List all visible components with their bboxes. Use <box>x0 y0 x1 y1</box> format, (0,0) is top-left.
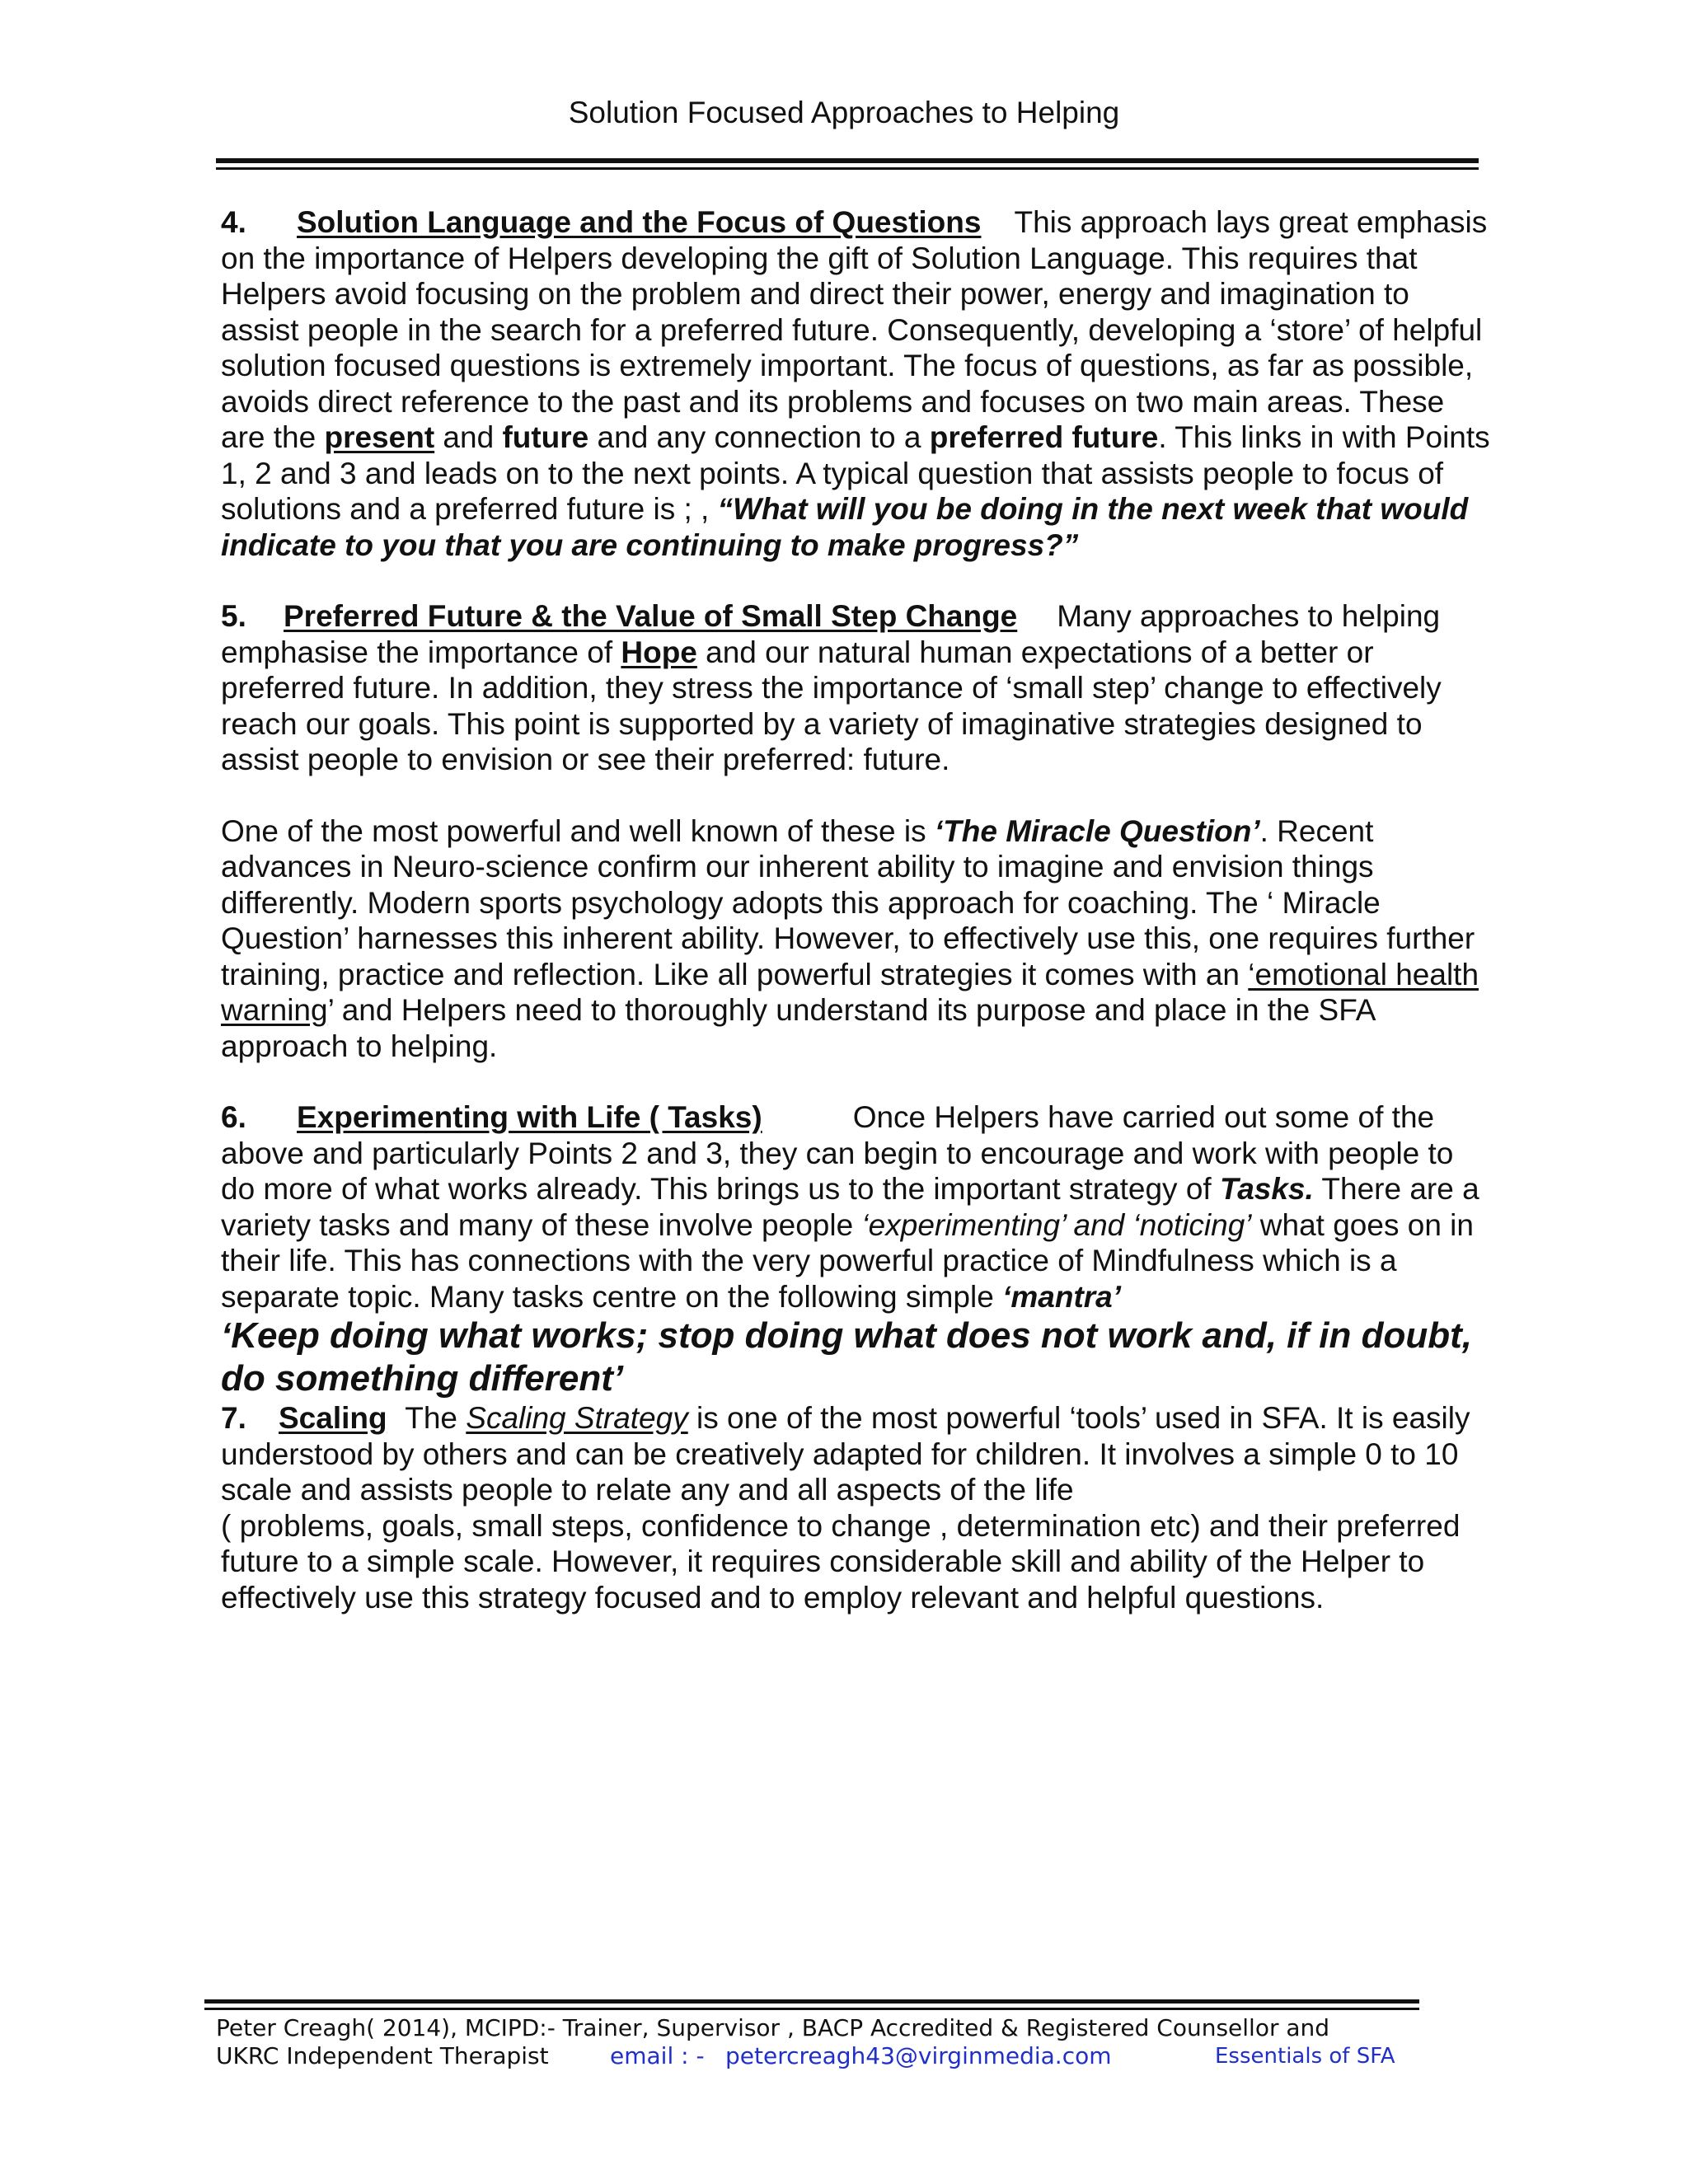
footer-credentials: Peter Creagh( 2014), MCIPD:- Trainer, Supervisor , BACP Accredited & Registered Counsellor and <box>216 2014 1330 2041</box>
section-5-number: 5. <box>221 599 246 633</box>
section-4-text: This approach lays great emphasis on the importance of Helpers developing the gift of Solution Language. This requires that Helpers avoid focusing on the problem and direct their power, energy and imagination to assist people in the search for a preferred future. Consequently, developing a ‘store’ of helpful solution focused questions is extremely important. The focus of questions, as far as possible, avoids direct reference to the past and its problems and focuses on two main areas. These are the <box>221 205 1488 454</box>
section-4-text-2: and any connection to a <box>597 420 921 454</box>
footer-essentials: Essentials of SFA <box>1215 2044 1395 2069</box>
section-5-heading: Preferred Future & the Value of Small Step Change <box>284 599 1018 633</box>
section-6 <box>221 1099 1490 1315</box>
mantra-quote: ‘Keep doing what works; stop doing what does not work and, if in doubt, do something different’ <box>221 1315 1472 1399</box>
footer-line-2 <box>216 2042 1502 2070</box>
footer-email-link[interactable]: petercreagh43@virginmedia.com <box>725 2042 1112 2069</box>
section-4-question: “What will you be doing in the next week that would indicate to you that you are continuing to make progress?” <box>221 492 1469 562</box>
footer-rule-thick <box>204 1999 1419 2004</box>
miracle-text-3: ’ and Helpers need to thoroughly understand its purpose and place in the SFA approach to helping. <box>221 993 1375 1063</box>
emphasis-preferred-future: preferred future <box>929 420 1159 454</box>
footer-rule-thin <box>204 2008 1419 2010</box>
emphasis-miracle-question: ‘The Miracle Question’ <box>934 813 1260 848</box>
emphasis-future: future <box>502 420 589 454</box>
miracle-text: One of the most powerful and well known of these is <box>221 813 926 848</box>
section-5-text: Many approaches to helping emphasise the importance of <box>221 599 1441 669</box>
document-body <box>221 204 1490 1615</box>
section-4-and: and <box>443 420 495 454</box>
section-6-text-2: There are a variety tasks and many of these involve people <box>221 1172 1479 1242</box>
emphasis-mantra: ‘mantra’ <box>1002 1279 1122 1314</box>
miracle-text-2: . Recent advances in Neuro-science confirm our inherent ability to imagine and envision things differently. Modern sports psychology adopts this approach for coaching. The ‘ Miracle Question’ harnesses this inherent ability. However, to effectively use this, one requires further training, practice and reflection. Like all powerful strategies it comes with an <box>221 813 1475 991</box>
section-4 <box>221 204 1490 563</box>
emotional-health-warning: ‘emotional health warning <box>221 957 1479 1027</box>
section-7-heading: Scaling <box>279 1401 387 1435</box>
header-rule-thin <box>216 167 1479 170</box>
section-7-text-2: ( problems, goals, small steps, confidence to change , determination etc) and their preferred future to a simple scale. However, it requires considerable skill and ability of the Helper to effectively use this strategy focused and to employ relevant and helpful questions. <box>221 1508 1461 1615</box>
emphasis-tasks: Tasks. <box>1219 1172 1314 1206</box>
section-6-text-3: what goes on in their life. This has connections with the very powerful practice of Mindfulness which is a separate topic. Many tasks centre on the following simple <box>221 1207 1474 1314</box>
emphasis-experimenting: ‘experimenting’ and ‘noticing’ <box>861 1207 1252 1242</box>
section-6-number: 6. <box>221 1100 246 1134</box>
section-6-heading: Experimenting with Life ( Tasks) <box>297 1100 762 1134</box>
section-5-text-2: and our natural human expectations of a better or preferred future. In addition, they stress the importance of ‘small step’ change to effectively reach our goals. This point is supported by a variety of imaginative strategies designed to assist people to envision or see their preferred: future. <box>221 635 1442 776</box>
section-7-number: 7. <box>221 1401 246 1435</box>
page-header-title: Solution Focused Approaches to Helping <box>568 96 1120 129</box>
section-7 <box>221 1400 1490 1615</box>
footer-therapist: UKRC Independent Therapist <box>216 2042 549 2069</box>
emphasis-present: present <box>324 420 435 454</box>
section-5 <box>221 598 1490 778</box>
miracle-question-paragraph <box>221 813 1490 1065</box>
section-4-number: 4. <box>221 205 246 239</box>
footer-email-label: email : - <box>610 2042 705 2069</box>
header-rule-thick <box>216 158 1479 163</box>
section-4-text-3: . This links in with Points 1, 2 and 3 and leads on to the next points. A typical question that assists people to focus of solutions and a preferred future is ; , <box>221 420 1490 526</box>
section-7-the: The <box>405 1401 457 1435</box>
section-4-heading: Solution Language and the Focus of Questions <box>297 205 982 239</box>
section-6-text: Once Helpers have carried out some of the above and particularly Points 2 and 3, they can begin to encourage and work with people to do more of what works already. This brings us to the important strategy of <box>221 1100 1454 1206</box>
section-7-text: is one of the most powerful ‘tools’ used in SFA. It is easily understood by others and can be creatively adapted for children. It involves a simple 0 to 10 scale and assists people to relate any and all aspects of the life <box>221 1401 1470 1507</box>
scaling-strategy: Scaling Strategy <box>466 1401 688 1435</box>
emphasis-hope: Hope <box>621 635 697 669</box>
